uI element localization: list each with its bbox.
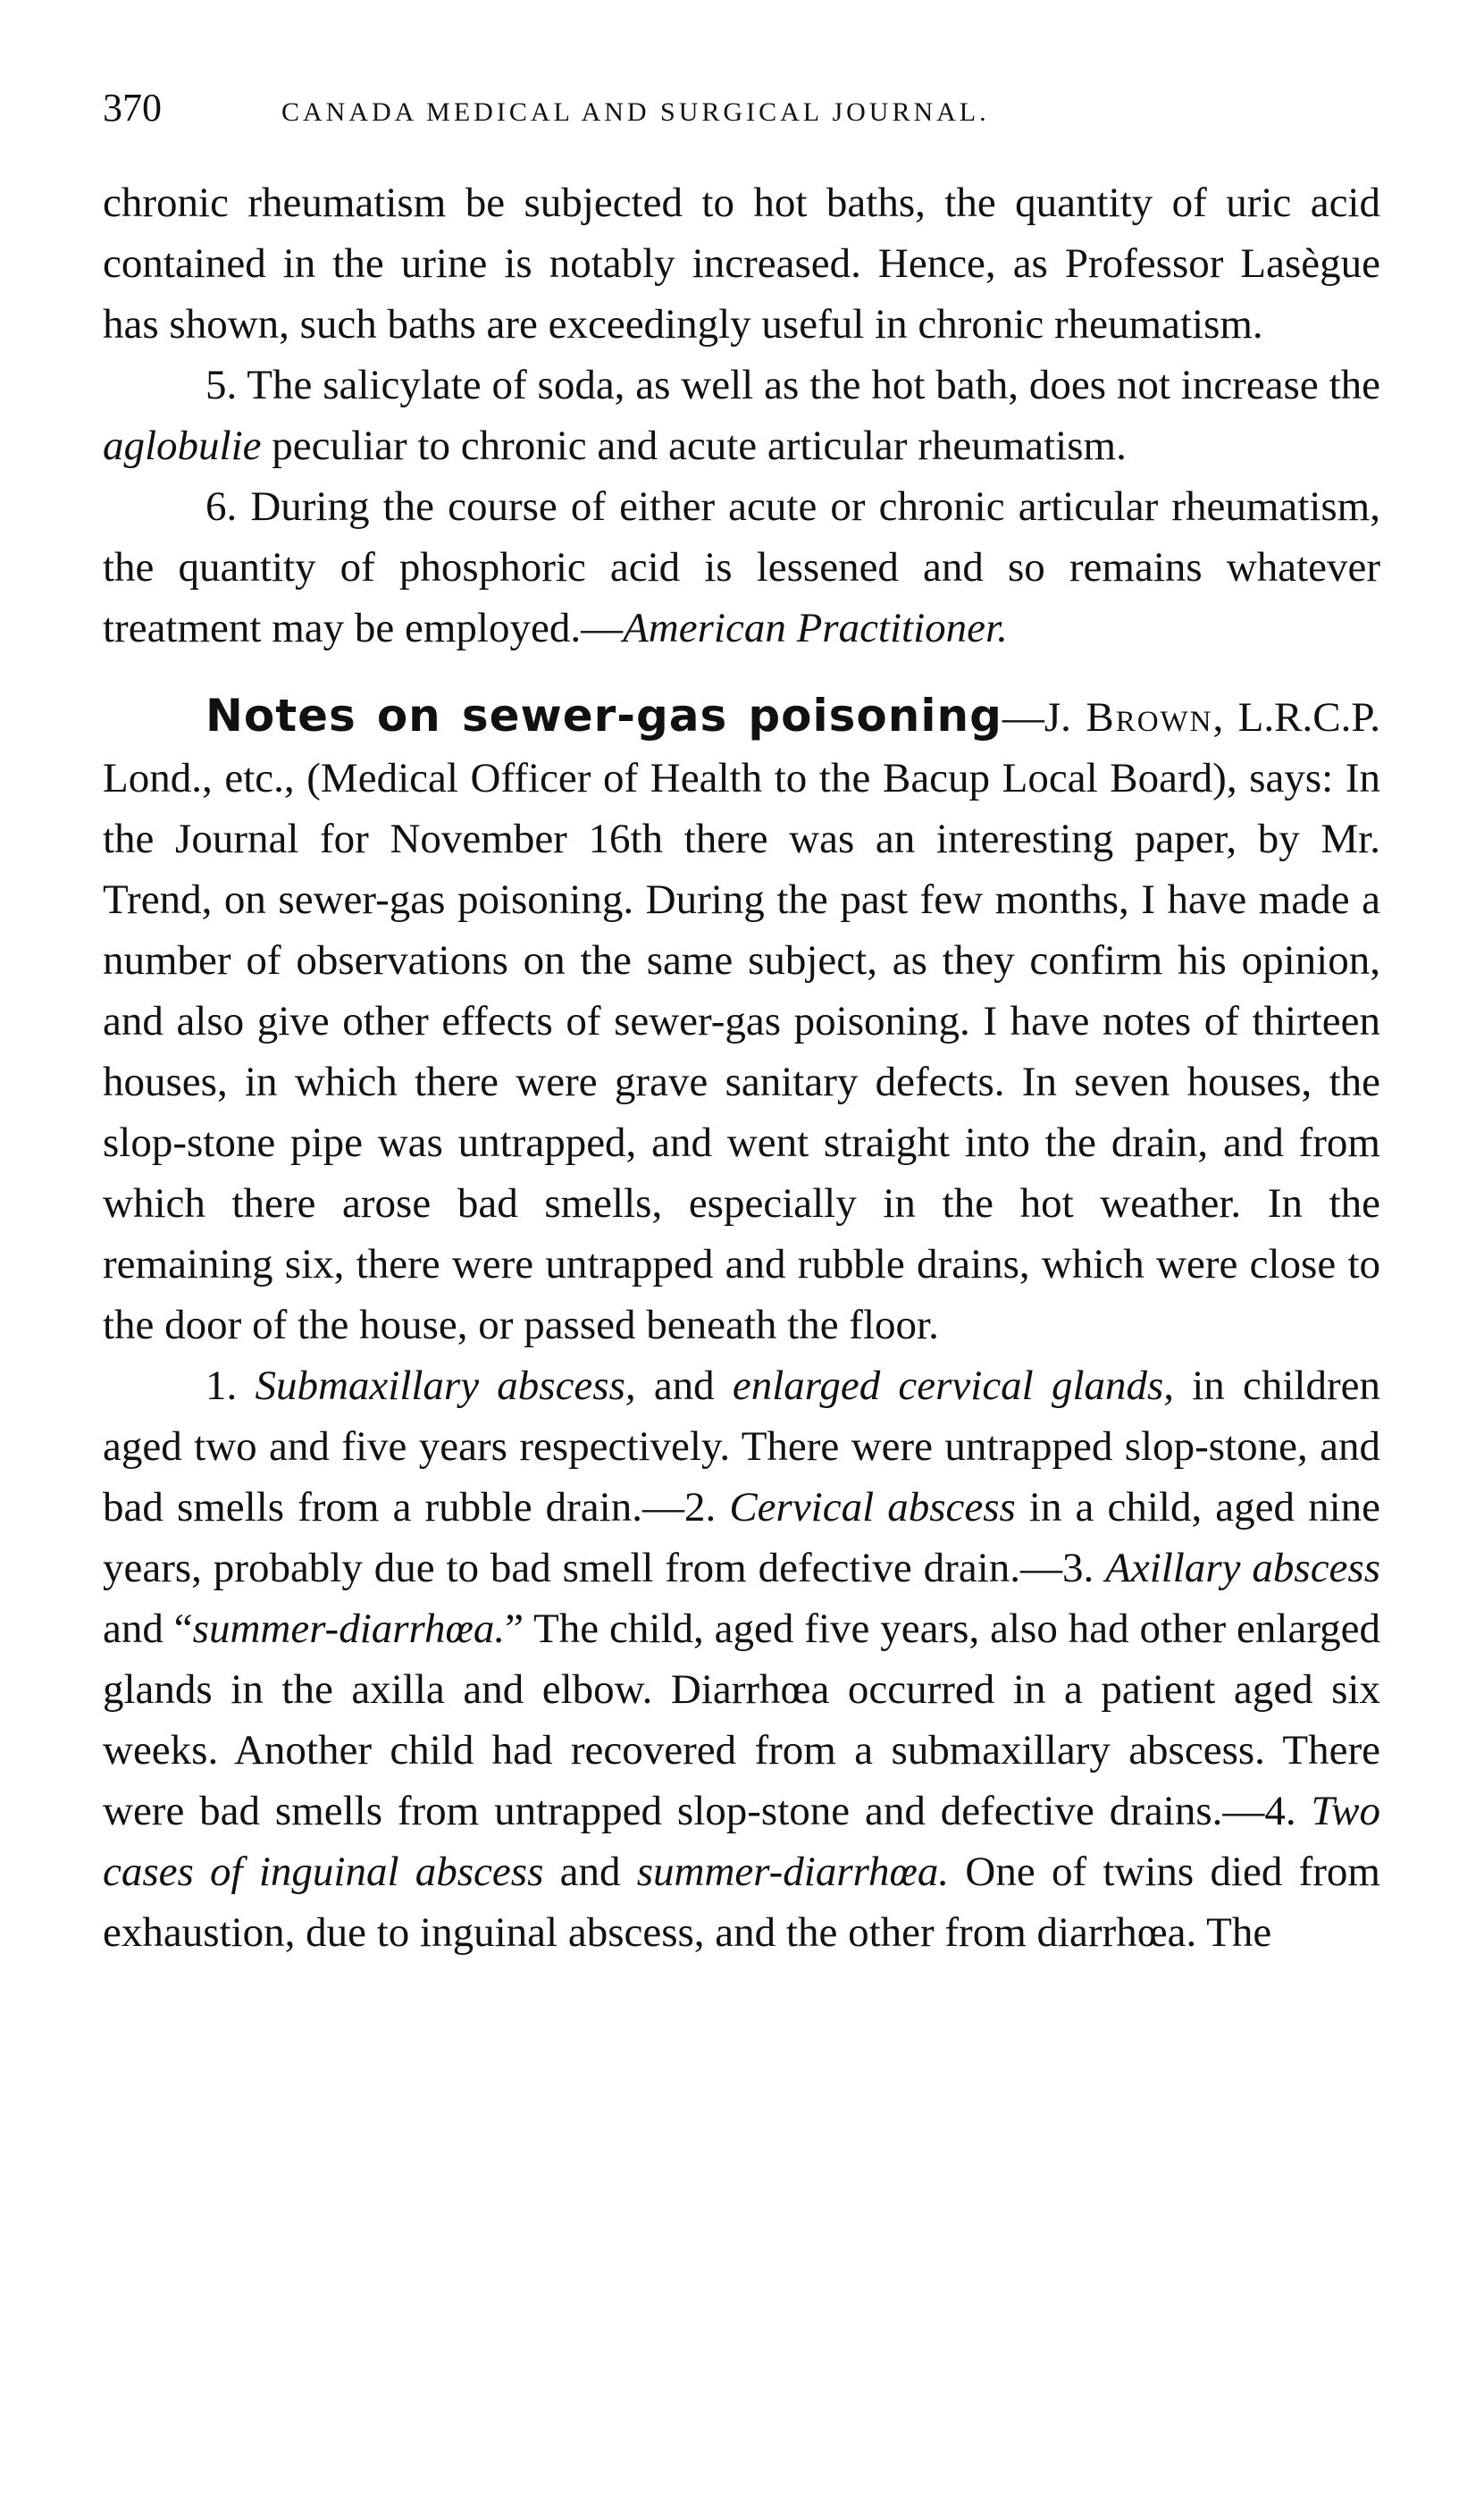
paragraph-continuation [103,172,1380,355]
paragraph-text: , L.R.C.P. Lond., etc., (Medical Officer of Health to the Bacup Local Board), says: In the Journal for November 16th there was an interesting paper, by Mr. Trend, on sewer-gas poisoning. During the past few months, I have made a number of observations on the same subject, as they confirm his opinion, and also give other effects of sewer-gas poisoning. I have notes of thirteen houses, in which there were grave sanitary defects. In seven houses, the slop-stone pipe was untrapped, and went straight into the drain, and from which there arose bad smells, especially in the hot weather. In the remaining six, there were untrapped and rubble drains, which were close to the door of the house, or passed beneath the floor. [103,694,1381,1348]
running-title: CANADA MEDICAL AND SURGICAL JOURNAL. [281,97,990,127]
paragraph-text: and [635,1363,733,1409]
paragraph-text: peculiar to chronic and acute articular rheumatism. [261,423,1127,469]
italic-term: aglobulie [103,423,262,469]
italic-term: summer-diarrhœa. [636,1849,950,1895]
article-intro [103,685,1380,1355]
case-list-paragraph [103,1355,1380,1963]
page-number: 370 [103,86,162,130]
italic-term: Two cases of inguinal abscess [103,1788,1380,1895]
italic-term: Submaxillary abscess, [255,1363,636,1409]
italic-term: enlarged cervical glands, [732,1363,1175,1409]
italic-term: summer-diarrhœa. [192,1606,506,1652]
paragraph-text: ” The child, aged five years, also had other enlarged glands in the axilla and elbow. Diarrhœa occurred in a patient aged six weeks. Another child had recovered from a submaxillary abscess. There were bad smells from untrapped slop-stone and defective drains.—4. [103,1606,1380,1834]
paragraph-text: chronic rheumatism be subjected to hot baths, the quantity of uric acid contained in the urine is notably increased. Hence, as Professor Lasègue has shown, such baths are exceedingly useful in chronic rheumatism. [103,180,1380,348]
article-heading: Notes on sewer-gas poisoning [205,690,1002,742]
paragraph-text: and “ [103,1606,193,1652]
italic-term: Axillary abscess [1105,1545,1380,1591]
paragraph-text: One of twins died from exhaustion, due to inguinal abscess, and the other from diarrhœa. The [103,1849,1380,1956]
case-number: 1. [205,1363,256,1409]
italic-term: Cervical abscess [729,1484,1016,1530]
paragraph-text: in children aged two and five years respectively. There were untrapped slop-stone, and bad smells from a rubble drain.—2. [103,1363,1380,1530]
paragraph-point-5 [103,355,1380,476]
source-citation: American Practitioner. [623,605,1008,651]
paragraph-text: 6. During the course of either acute or chronic articular rheumatism, the quantity of phosphoric acid is lessened and so remains whatever treatment may be employed.— [103,483,1380,651]
paragraph-point-6 [103,476,1380,658]
paragraph-text: in a child, aged nine years, probably due to bad smell from defective drain.—3. [103,1484,1380,1591]
page-header [103,85,1380,147]
paragraph-text: 5. The salicylate of soda, as well as the hot bath, does not increase the [205,362,1380,408]
heading-dash: —J. [1002,694,1086,741]
author-name: Brown [1086,694,1213,741]
paragraph-text: and [543,1849,637,1895]
journal-page [103,85,1380,1963]
